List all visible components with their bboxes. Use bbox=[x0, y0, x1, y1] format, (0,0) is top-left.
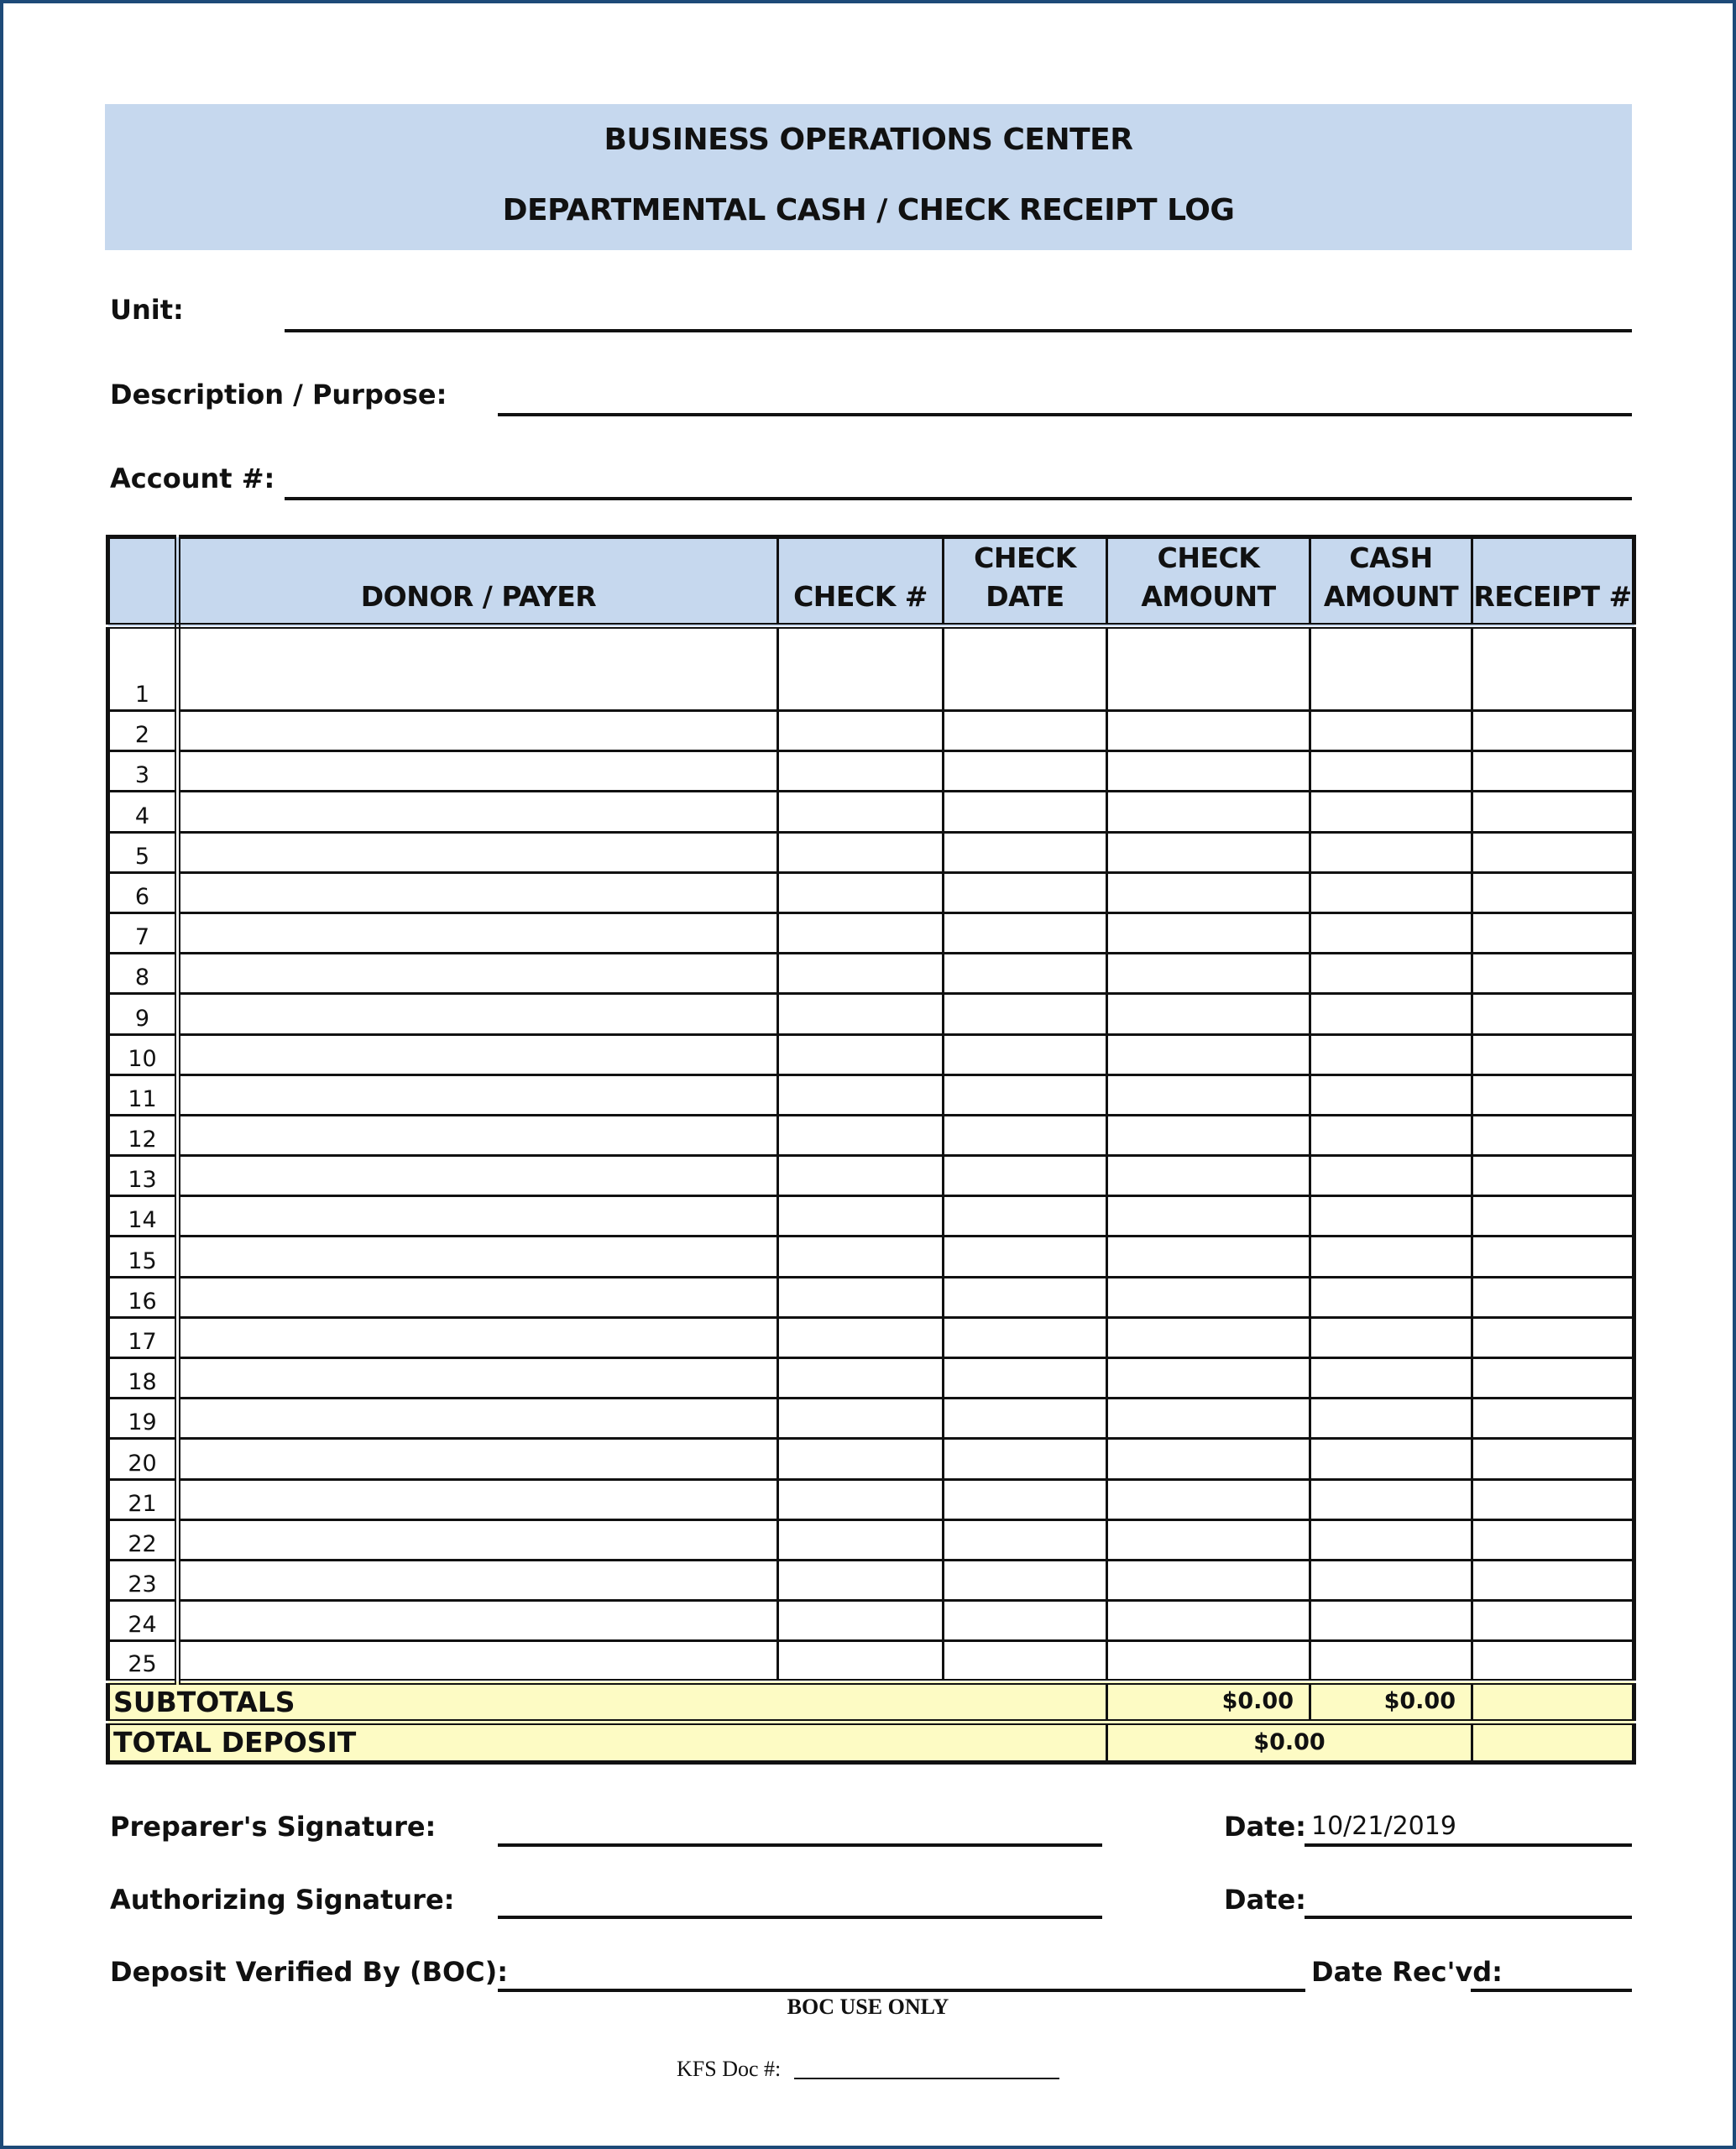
table-row bbox=[108, 832, 1634, 872]
cell-check-date[interactable] bbox=[944, 1034, 1107, 1074]
cell-cash-amount[interactable] bbox=[1310, 1156, 1472, 1196]
cell-check-amount[interactable] bbox=[1107, 1399, 1310, 1439]
authorizing-date-field[interactable] bbox=[1305, 1916, 1632, 1919]
cell-cash-amount[interactable] bbox=[1310, 1358, 1472, 1399]
cell-donor[interactable] bbox=[178, 1074, 778, 1115]
table-row bbox=[108, 1034, 1634, 1074]
table-row bbox=[108, 1641, 1634, 1681]
table-row bbox=[108, 1317, 1634, 1357]
table-header-row bbox=[108, 537, 1634, 626]
cell-cash-amount[interactable] bbox=[1310, 1560, 1472, 1600]
cell-check-no[interactable] bbox=[778, 1317, 944, 1357]
cell-receipt-no[interactable] bbox=[1472, 1601, 1634, 1641]
cell-cash-amount[interactable] bbox=[1310, 1237, 1472, 1277]
cell-check-amount[interactable] bbox=[1107, 1156, 1310, 1196]
cell-donor[interactable] bbox=[178, 792, 778, 832]
cell-receipt-no[interactable] bbox=[1472, 872, 1634, 912]
cell-donor[interactable] bbox=[178, 626, 778, 711]
cell-check-amount[interactable] bbox=[1107, 1034, 1310, 1074]
cell-check-date[interactable] bbox=[944, 1196, 1107, 1237]
unit-field[interactable] bbox=[285, 329, 1632, 332]
total-deposit-row bbox=[108, 1722, 1634, 1762]
cell-receipt-no[interactable] bbox=[1472, 792, 1634, 832]
cell-check-no[interactable] bbox=[778, 1074, 944, 1115]
cell-check-no[interactable] bbox=[778, 1358, 944, 1399]
cell-cash-amount[interactable] bbox=[1310, 751, 1472, 792]
row-number: 17 bbox=[108, 1317, 178, 1357]
cell-check-date[interactable] bbox=[944, 1237, 1107, 1277]
cell-check-date[interactable] bbox=[944, 1156, 1107, 1196]
cell-check-date[interactable] bbox=[944, 1115, 1107, 1155]
cell-cash-amount[interactable] bbox=[1310, 1439, 1472, 1479]
cell-cash-amount[interactable] bbox=[1310, 954, 1472, 994]
cell-donor[interactable] bbox=[178, 1196, 778, 1237]
cell-check-amount[interactable] bbox=[1107, 1641, 1310, 1681]
row-number: 12 bbox=[108, 1115, 178, 1155]
cell-check-amount[interactable] bbox=[1107, 1358, 1310, 1399]
description-label: Description / Purpose: bbox=[110, 379, 447, 410]
cell-check-no[interactable] bbox=[778, 1277, 944, 1317]
cell-check-amount[interactable] bbox=[1107, 626, 1310, 711]
cell-donor[interactable] bbox=[178, 872, 778, 912]
col-header-check-date-line1: CHECK bbox=[974, 541, 1076, 574]
row-number: 13 bbox=[108, 1156, 178, 1196]
preparer-signature-field[interactable] bbox=[498, 1843, 1102, 1847]
col-header-check-date-line2: DATE bbox=[986, 580, 1064, 613]
cell-check-amount[interactable] bbox=[1107, 1074, 1310, 1115]
col-header-check-amount-line1: CHECK bbox=[1157, 541, 1260, 574]
cell-check-amount[interactable] bbox=[1107, 1479, 1310, 1519]
cell-receipt-no[interactable] bbox=[1472, 1399, 1634, 1439]
cell-check-amount[interactable] bbox=[1107, 711, 1310, 751]
row-number: 21 bbox=[108, 1479, 178, 1519]
col-header-cash-amount bbox=[1310, 537, 1472, 626]
cell-check-no[interactable] bbox=[778, 1560, 944, 1600]
row-number: 5 bbox=[108, 832, 178, 872]
cell-check-date[interactable] bbox=[944, 832, 1107, 872]
title-banner bbox=[105, 104, 1632, 250]
cell-cash-amount[interactable] bbox=[1310, 711, 1472, 751]
cell-cash-amount[interactable] bbox=[1310, 912, 1472, 953]
cell-check-date[interactable] bbox=[944, 1074, 1107, 1115]
cell-cash-amount[interactable] bbox=[1310, 1519, 1472, 1560]
unit-label: Unit: bbox=[110, 294, 184, 326]
cell-check-amount[interactable] bbox=[1107, 954, 1310, 994]
cell-check-date[interactable] bbox=[944, 1479, 1107, 1519]
col-header-check-amount bbox=[1107, 537, 1310, 626]
row-number: 6 bbox=[108, 872, 178, 912]
cell-donor[interactable] bbox=[178, 1399, 778, 1439]
cell-donor[interactable] bbox=[178, 832, 778, 872]
preparer-date-field[interactable] bbox=[1305, 1843, 1632, 1847]
cell-check-no[interactable] bbox=[778, 994, 944, 1034]
row-number: 1 bbox=[108, 626, 178, 711]
cell-check-amount[interactable] bbox=[1107, 1115, 1310, 1155]
cell-check-no[interactable] bbox=[778, 1237, 944, 1277]
cell-receipt-no[interactable] bbox=[1472, 1641, 1634, 1681]
row-number: 25 bbox=[108, 1641, 178, 1681]
row-number: 22 bbox=[108, 1519, 178, 1560]
preparer-date-label: Date: bbox=[1224, 1811, 1306, 1843]
table-row bbox=[108, 1115, 1634, 1155]
cell-receipt-no[interactable] bbox=[1472, 954, 1634, 994]
row-number: 24 bbox=[108, 1601, 178, 1641]
row-number: 11 bbox=[108, 1074, 178, 1115]
table-row bbox=[108, 1479, 1634, 1519]
cell-receipt-no[interactable] bbox=[1472, 1196, 1634, 1237]
row-number: 8 bbox=[108, 954, 178, 994]
total-deposit-value: $0.00 bbox=[1107, 1722, 1472, 1762]
col-header-receipt-number: RECEIPT # bbox=[1472, 537, 1634, 626]
cell-check-amount[interactable] bbox=[1107, 1560, 1310, 1600]
table-row bbox=[108, 912, 1634, 953]
cell-check-amount[interactable] bbox=[1107, 1277, 1310, 1317]
cell-check-date[interactable] bbox=[944, 1519, 1107, 1560]
row-number: 14 bbox=[108, 1196, 178, 1237]
cell-donor[interactable] bbox=[178, 1115, 778, 1155]
cell-check-no[interactable] bbox=[778, 832, 944, 872]
cell-check-date[interactable] bbox=[944, 912, 1107, 953]
description-field[interactable] bbox=[498, 413, 1632, 416]
col-header-check-amount-line2: AMOUNT bbox=[1141, 580, 1276, 613]
row-number: 23 bbox=[108, 1560, 178, 1600]
cell-receipt-no[interactable] bbox=[1472, 832, 1634, 872]
cell-receipt-no[interactable] bbox=[1472, 912, 1634, 953]
cell-donor[interactable] bbox=[178, 1317, 778, 1357]
cell-check-amount[interactable] bbox=[1107, 872, 1310, 912]
table-row bbox=[108, 1358, 1634, 1399]
account-field[interactable] bbox=[285, 497, 1632, 500]
cell-check-date[interactable] bbox=[944, 994, 1107, 1034]
preparer-signature-label: Preparer's Signature: bbox=[110, 1811, 437, 1843]
table-row bbox=[108, 1156, 1634, 1196]
cell-receipt-no[interactable] bbox=[1472, 1277, 1634, 1317]
subtotal-cash-amount: $0.00 bbox=[1310, 1681, 1472, 1722]
table-row bbox=[108, 1601, 1634, 1641]
cell-cash-amount[interactable] bbox=[1310, 1034, 1472, 1074]
cell-donor[interactable] bbox=[178, 1277, 778, 1317]
cell-receipt-no[interactable] bbox=[1472, 1237, 1634, 1277]
row-number: 10 bbox=[108, 1034, 178, 1074]
cell-cash-amount[interactable] bbox=[1310, 1317, 1472, 1357]
deposit-verified-field[interactable] bbox=[498, 1989, 1305, 1992]
cell-receipt-no[interactable] bbox=[1472, 1074, 1634, 1115]
cell-donor[interactable] bbox=[178, 1601, 778, 1641]
kfs-doc-field[interactable] bbox=[794, 2078, 1059, 2079]
cell-cash-amount[interactable] bbox=[1310, 832, 1472, 872]
cell-donor[interactable] bbox=[178, 751, 778, 792]
cell-donor[interactable] bbox=[178, 994, 778, 1034]
cell-check-amount[interactable] bbox=[1107, 1519, 1310, 1560]
subtotal-receipt-cell bbox=[1472, 1681, 1634, 1722]
cell-donor[interactable] bbox=[178, 1439, 778, 1479]
table-row bbox=[108, 1074, 1634, 1115]
cell-check-no[interactable] bbox=[778, 1115, 944, 1155]
cell-receipt-no[interactable] bbox=[1472, 1439, 1634, 1479]
cell-check-no[interactable] bbox=[778, 751, 944, 792]
cell-check-date[interactable] bbox=[944, 751, 1107, 792]
cell-check-no[interactable] bbox=[778, 1439, 944, 1479]
cell-cash-amount[interactable] bbox=[1310, 1479, 1472, 1519]
cell-check-amount[interactable] bbox=[1107, 1439, 1310, 1479]
cell-check-amount[interactable] bbox=[1107, 1317, 1310, 1357]
cell-donor[interactable] bbox=[178, 1358, 778, 1399]
cell-check-amount[interactable] bbox=[1107, 832, 1310, 872]
cell-donor[interactable] bbox=[178, 1034, 778, 1074]
table-row bbox=[108, 626, 1634, 711]
subtotals-label: SUBTOTALS bbox=[108, 1681, 1107, 1722]
cell-check-date[interactable] bbox=[944, 872, 1107, 912]
cell-check-no[interactable] bbox=[778, 1479, 944, 1519]
table-row bbox=[108, 1277, 1634, 1317]
table-row bbox=[108, 1237, 1634, 1277]
cell-donor[interactable] bbox=[178, 1519, 778, 1560]
cell-check-no[interactable] bbox=[778, 872, 944, 912]
row-number: 15 bbox=[108, 1237, 178, 1277]
table-row bbox=[108, 1560, 1634, 1600]
cell-check-date[interactable] bbox=[944, 626, 1107, 711]
cell-cash-amount[interactable] bbox=[1310, 792, 1472, 832]
cell-check-no[interactable] bbox=[778, 1034, 944, 1074]
cell-cash-amount[interactable] bbox=[1310, 872, 1472, 912]
cell-check-date[interactable] bbox=[944, 1641, 1107, 1681]
cell-receipt-no[interactable] bbox=[1472, 1034, 1634, 1074]
table-row bbox=[108, 994, 1634, 1034]
cell-donor[interactable] bbox=[178, 1560, 778, 1600]
form-title: DEPARTMENTAL CASH / CHECK RECEIPT LOG bbox=[502, 193, 1235, 227]
cell-receipt-no[interactable] bbox=[1472, 1560, 1634, 1600]
deposit-verified-label: Deposit Verified By (BOC): bbox=[110, 1956, 509, 1988]
table-row bbox=[108, 872, 1634, 912]
cell-check-amount[interactable] bbox=[1107, 1237, 1310, 1277]
cell-check-no[interactable] bbox=[778, 1399, 944, 1439]
boc-use-only-note: BOC USE ONLY bbox=[787, 1995, 949, 2019]
row-number: 19 bbox=[108, 1399, 178, 1439]
date-received-label: Date Rec'vd: bbox=[1311, 1956, 1503, 1988]
cell-check-amount[interactable] bbox=[1107, 912, 1310, 953]
cell-donor[interactable] bbox=[178, 711, 778, 751]
authorizing-signature-field[interactable] bbox=[498, 1916, 1102, 1919]
cell-receipt-no[interactable] bbox=[1472, 994, 1634, 1034]
col-header-cash-amount-line2: AMOUNT bbox=[1323, 580, 1459, 613]
cell-check-date[interactable] bbox=[944, 1358, 1107, 1399]
cell-check-date[interactable] bbox=[944, 792, 1107, 832]
table-row bbox=[108, 792, 1634, 832]
cell-check-no[interactable] bbox=[778, 1601, 944, 1641]
cell-check-date[interactable] bbox=[944, 711, 1107, 751]
cell-cash-amount[interactable] bbox=[1310, 1115, 1472, 1155]
cell-check-no[interactable] bbox=[778, 1519, 944, 1560]
cell-check-date[interactable] bbox=[944, 1317, 1107, 1357]
cell-cash-amount[interactable] bbox=[1310, 1277, 1472, 1317]
table-row bbox=[108, 1399, 1634, 1439]
cell-donor[interactable] bbox=[178, 1156, 778, 1196]
cell-check-date[interactable] bbox=[944, 1601, 1107, 1641]
col-header-donor: DONOR / PAYER bbox=[178, 537, 778, 626]
cell-check-no[interactable] bbox=[778, 792, 944, 832]
row-number: 16 bbox=[108, 1277, 178, 1317]
cell-check-date[interactable] bbox=[944, 954, 1107, 994]
cell-receipt-no[interactable] bbox=[1472, 1519, 1634, 1560]
table-row bbox=[108, 1519, 1634, 1560]
cell-check-date[interactable] bbox=[944, 1560, 1107, 1600]
cell-cash-amount[interactable] bbox=[1310, 1399, 1472, 1439]
row-number: 7 bbox=[108, 912, 178, 953]
authorizing-signature-label: Authorizing Signature: bbox=[110, 1884, 455, 1916]
cell-check-date[interactable] bbox=[944, 1439, 1107, 1479]
table-row bbox=[108, 954, 1634, 994]
cell-check-date[interactable] bbox=[944, 1399, 1107, 1439]
cell-check-no[interactable] bbox=[778, 1156, 944, 1196]
cell-receipt-no[interactable] bbox=[1472, 751, 1634, 792]
kfs-doc-label: KFS Doc #: bbox=[677, 2057, 782, 2081]
row-number: 3 bbox=[108, 751, 178, 792]
cell-receipt-no[interactable] bbox=[1472, 1479, 1634, 1519]
cell-donor[interactable] bbox=[178, 1237, 778, 1277]
org-title: BUSINESS OPERATIONS CENTER bbox=[604, 123, 1133, 157]
cell-cash-amount[interactable] bbox=[1310, 994, 1472, 1034]
account-label: Account #: bbox=[110, 463, 275, 494]
cell-donor[interactable] bbox=[178, 912, 778, 953]
cell-check-amount[interactable] bbox=[1107, 1601, 1310, 1641]
cell-receipt-no[interactable] bbox=[1472, 711, 1634, 751]
row-number: 18 bbox=[108, 1358, 178, 1399]
cell-check-no[interactable] bbox=[778, 711, 944, 751]
table-row bbox=[108, 751, 1634, 792]
table-row bbox=[108, 1439, 1634, 1479]
col-header-cash-amount-line1: CASH bbox=[1349, 541, 1433, 574]
row-number: 9 bbox=[108, 994, 178, 1034]
cell-receipt-no[interactable] bbox=[1472, 1317, 1634, 1357]
row-number: 2 bbox=[108, 711, 178, 751]
cell-check-amount[interactable] bbox=[1107, 751, 1310, 792]
cell-receipt-no[interactable] bbox=[1472, 1358, 1634, 1399]
subtotal-check-amount: $0.00 bbox=[1107, 1681, 1310, 1722]
cell-cash-amount[interactable] bbox=[1310, 1601, 1472, 1641]
cell-cash-amount[interactable] bbox=[1310, 1196, 1472, 1237]
cell-receipt-no[interactable] bbox=[1472, 1156, 1634, 1196]
cell-donor[interactable] bbox=[178, 954, 778, 994]
cell-check-amount[interactable] bbox=[1107, 1196, 1310, 1237]
cell-check-amount[interactable] bbox=[1107, 994, 1310, 1034]
cell-receipt-no[interactable] bbox=[1472, 1115, 1634, 1155]
total-receipt-cell bbox=[1472, 1722, 1634, 1762]
cell-check-amount[interactable] bbox=[1107, 792, 1310, 832]
cell-donor[interactable] bbox=[178, 1641, 778, 1681]
col-header-check-number: CHECK # bbox=[778, 537, 944, 626]
cell-check-no[interactable] bbox=[778, 1196, 944, 1237]
cell-cash-amount[interactable] bbox=[1310, 1074, 1472, 1115]
cell-donor[interactable] bbox=[178, 1479, 778, 1519]
cell-check-no[interactable] bbox=[778, 1641, 944, 1681]
total-deposit-label: TOTAL DEPOSIT bbox=[108, 1722, 1107, 1762]
cell-check-date[interactable] bbox=[944, 1277, 1107, 1317]
receipt-log-table bbox=[106, 535, 1636, 1765]
row-number: 20 bbox=[108, 1439, 178, 1479]
cell-cash-amount[interactable] bbox=[1310, 626, 1472, 711]
cell-check-no[interactable] bbox=[778, 626, 944, 711]
cell-cash-amount[interactable] bbox=[1310, 1641, 1472, 1681]
table-row bbox=[108, 1196, 1634, 1237]
table-row bbox=[108, 711, 1634, 751]
col-header-number bbox=[108, 537, 178, 626]
subtotals-row bbox=[108, 1681, 1634, 1722]
authorizing-date-label: Date: bbox=[1224, 1884, 1306, 1916]
row-number: 4 bbox=[108, 792, 178, 832]
cell-check-no[interactable] bbox=[778, 954, 944, 994]
preparer-date-value[interactable]: 10/21/2019 bbox=[1311, 1812, 1456, 1841]
date-received-field[interactable] bbox=[1471, 1989, 1632, 1992]
cell-receipt-no[interactable] bbox=[1472, 626, 1634, 711]
cell-check-no[interactable] bbox=[778, 912, 944, 953]
col-header-check-date bbox=[944, 537, 1107, 626]
